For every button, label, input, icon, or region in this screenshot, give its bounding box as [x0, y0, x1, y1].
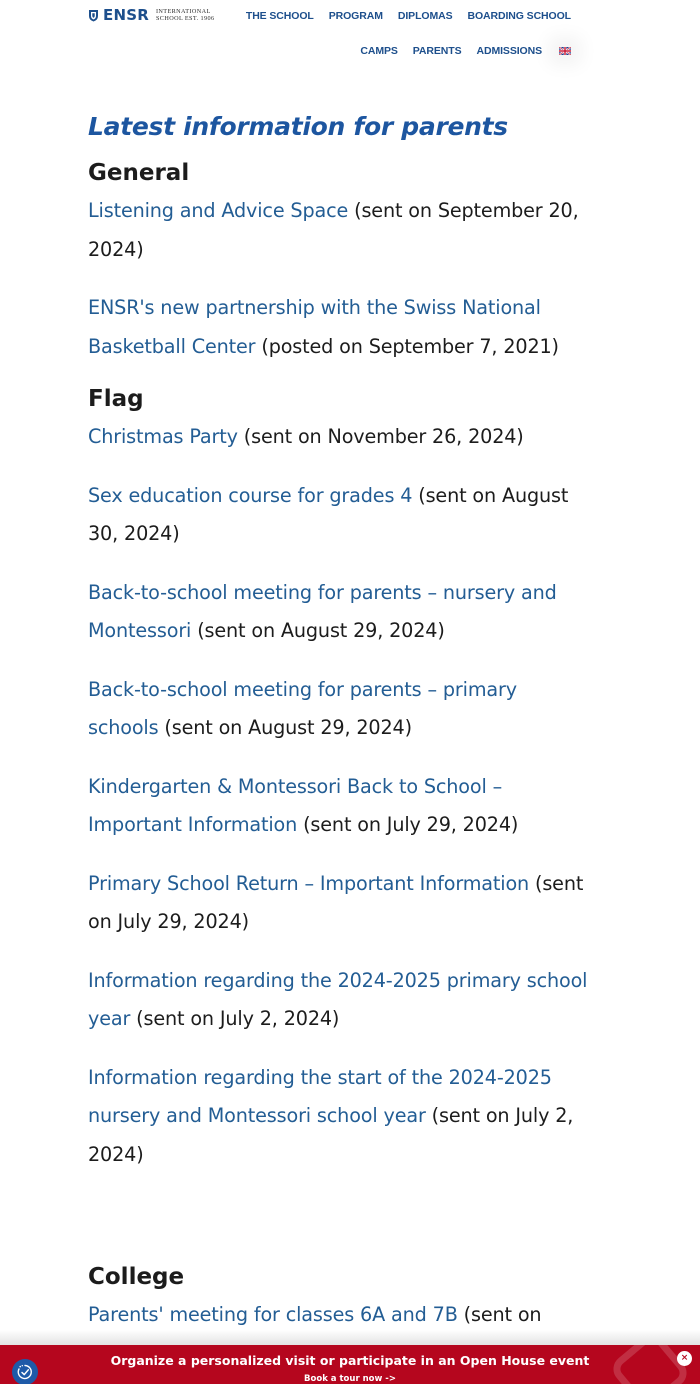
- section-general: [88, 156, 588, 366]
- entry-link[interactable]: Sex education course for grades 4: [88, 483, 413, 507]
- list-item: [88, 574, 588, 651]
- list-item: [88, 768, 588, 845]
- open-house-banner[interactable]: [0, 1345, 700, 1384]
- nav-the-school[interactable]: THE SCHOOL: [245, 10, 314, 22]
- section-flag: [88, 382, 588, 1174]
- nav-camps[interactable]: CAMPS: [360, 45, 398, 57]
- entry-date: (sent on September 20, 2024): [88, 199, 579, 261]
- entry-date: (sent on August 30, 2024): [88, 483, 569, 545]
- uk-flag-icon[interactable]: [559, 47, 571, 55]
- main-content: [88, 108, 588, 1355]
- entry-link[interactable]: Kindergarten & Montessori Back to School – Important Information: [88, 774, 503, 836]
- entry-date: (sent on July 29, 2024): [88, 871, 584, 933]
- entry-date: (sent on November 26, 2024): [237, 425, 524, 448]
- list-item: [88, 477, 588, 554]
- entry-link[interactable]: ENSR's new partnership with the Swiss National Basketball Center: [88, 296, 541, 358]
- entry-date: (sent on: [457, 1303, 542, 1326]
- logo-wordmark: ENSR: [103, 6, 149, 24]
- entry-link[interactable]: Back-to-school meeting for parents – primary schools: [88, 677, 517, 739]
- entry-link[interactable]: Information regarding the 2024-2025 primary school year: [88, 968, 588, 1030]
- entry-link[interactable]: Listening and Advice Space: [88, 199, 349, 222]
- banner-message: Organize a personalized visit or participate in an Open House event: [110, 1353, 590, 1368]
- entry-link[interactable]: Christmas Party: [88, 425, 238, 448]
- banner-shadow: [0, 1330, 700, 1346]
- nav-admissions[interactable]: ADMISSIONS: [476, 45, 542, 57]
- entry-date: (sent on July 29, 2024): [297, 813, 519, 836]
- spacer: [88, 1194, 588, 1250]
- main-nav-row-2: [360, 45, 571, 57]
- entry-link[interactable]: Parents' meeting for classes 6A and 7B: [88, 1303, 458, 1326]
- main-nav-row-1: [246, 10, 571, 22]
- list-item: [88, 192, 588, 269]
- section-title: Flag: [88, 386, 144, 412]
- nav-program[interactable]: PROGRAM: [328, 10, 383, 22]
- section-title: General: [88, 160, 190, 186]
- list-item: [88, 671, 588, 748]
- entry-date: (sent on July 2, 2024): [130, 1007, 340, 1030]
- site-header: [0, 0, 700, 70]
- entry-date: (sent on August 29, 2024): [158, 716, 412, 739]
- nav-diplomas[interactable]: DIPLOMAS: [397, 10, 453, 22]
- entry-date: (sent on July 2, 2024): [88, 1104, 574, 1166]
- logo-subtitle-line1: INTERNATIONAL: [155, 7, 211, 15]
- logo-subtitle-line2: SCHOOL EST. 1906: [155, 14, 215, 22]
- site-logo[interactable]: [88, 8, 214, 23]
- logo-subtitle: [156, 9, 214, 22]
- list-item: [88, 1059, 588, 1175]
- list-item: [88, 962, 588, 1039]
- section-title: College: [88, 1264, 185, 1290]
- entry-link[interactable]: Back-to-school meeting for parents – nursery and Montessori: [88, 580, 557, 642]
- entry-link[interactable]: Information regarding the start of the 2024-2025 nursery and Montessori school year: [88, 1065, 552, 1127]
- list-item: [88, 1296, 588, 1335]
- section-college: [88, 1260, 588, 1335]
- entry-link[interactable]: Primary School Return – Important Information: [88, 871, 530, 895]
- crest-icon: [88, 9, 99, 22]
- close-banner-button[interactable]: ×: [677, 1351, 692, 1366]
- book-tour-link[interactable]: Book a tour now ->: [304, 1374, 396, 1384]
- entry-date: (posted on September 7, 2021): [255, 334, 559, 358]
- nav-boarding-school[interactable]: BOARDING SCHOOL: [467, 10, 571, 22]
- list-item: [88, 865, 588, 942]
- list-item: [88, 418, 588, 457]
- entry-date: (sent on August 29, 2024): [191, 619, 445, 642]
- list-item: [88, 289, 588, 366]
- page-title: Latest information for parents: [88, 112, 508, 141]
- nav-parents[interactable]: PARENTS: [412, 45, 462, 57]
